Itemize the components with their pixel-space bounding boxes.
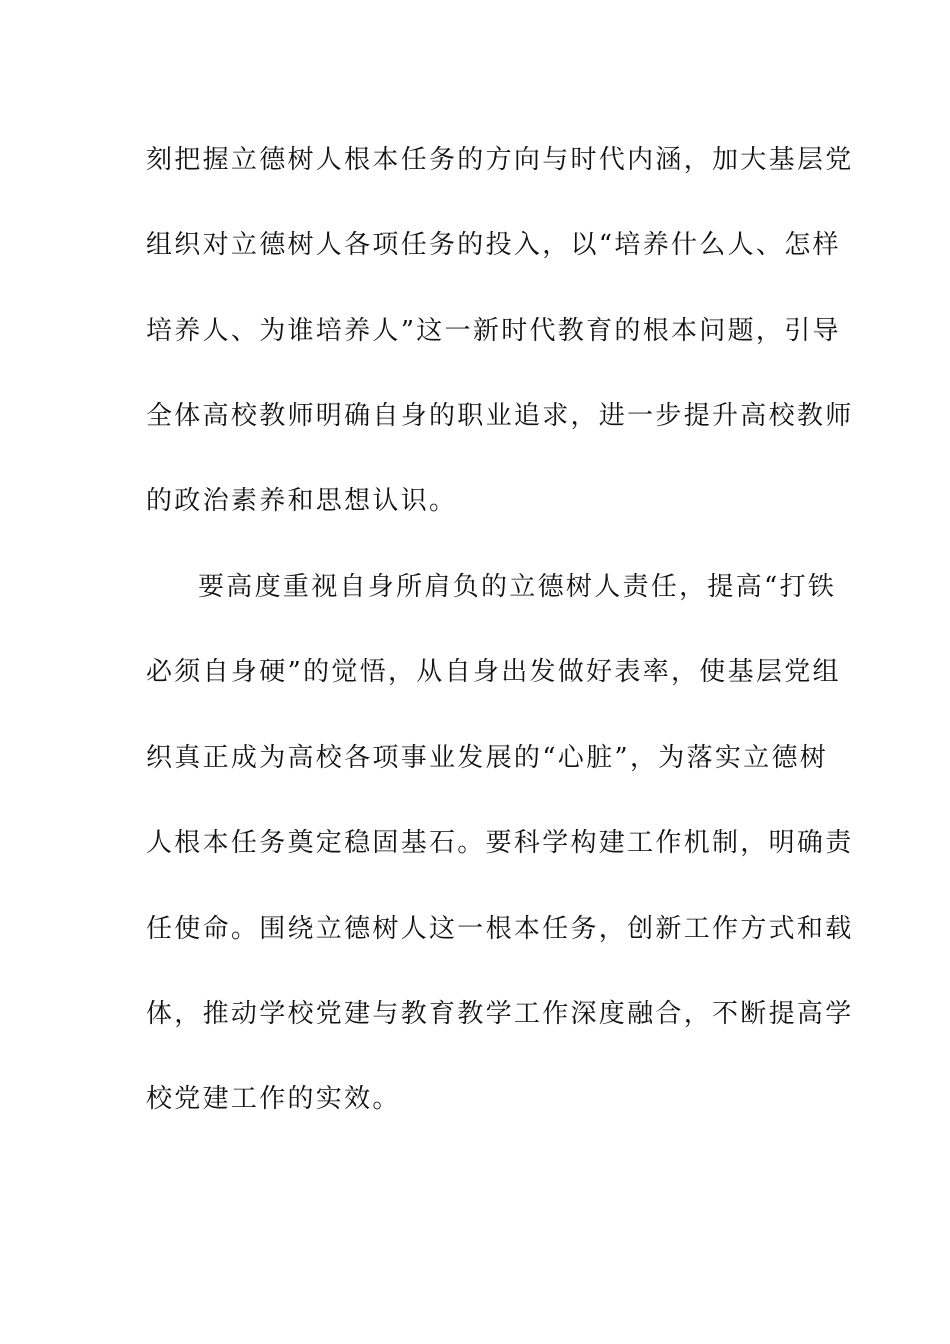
paragraph-line: 要高度重视自身所肩负的立德树人责任，提高“打铁	[198, 572, 837, 602]
paragraph-line: 培养人、为谁培养人”这一新时代教育的根本问题，引导	[146, 316, 841, 346]
paragraph-line: 全体高校教师明确自身的职业追求，进一步提升高校教师	[146, 401, 854, 431]
paragraph-line: 任使命。围绕立德树人这一根本任务，创新工作方式和载	[146, 914, 854, 944]
paragraph-line: 必须自身硬”的觉悟，从自身出发做好表率，使基层党组	[146, 657, 841, 687]
paragraph-line: 刻把握立德树人根本任务的方向与时代内涵，加大基层党	[146, 145, 854, 175]
paragraph-line: 体，推动学校党建与教育教学工作深度融合，不断提高学	[146, 999, 854, 1029]
paragraph-line: 组织对立德树人各项任务的投入，以“培养什么人、怎样	[146, 230, 841, 260]
paragraph-line: 织真正成为高校各项事业发展的“心脏”，为落实立德树	[146, 743, 829, 773]
paragraph-line: 人根本任务奠定稳固基石。要科学构建工作机制，明确责	[146, 828, 854, 858]
paragraph-line: 的政治素养和思想认识。	[146, 486, 458, 516]
paragraph-line: 校党建工作的实效。	[146, 1084, 401, 1114]
